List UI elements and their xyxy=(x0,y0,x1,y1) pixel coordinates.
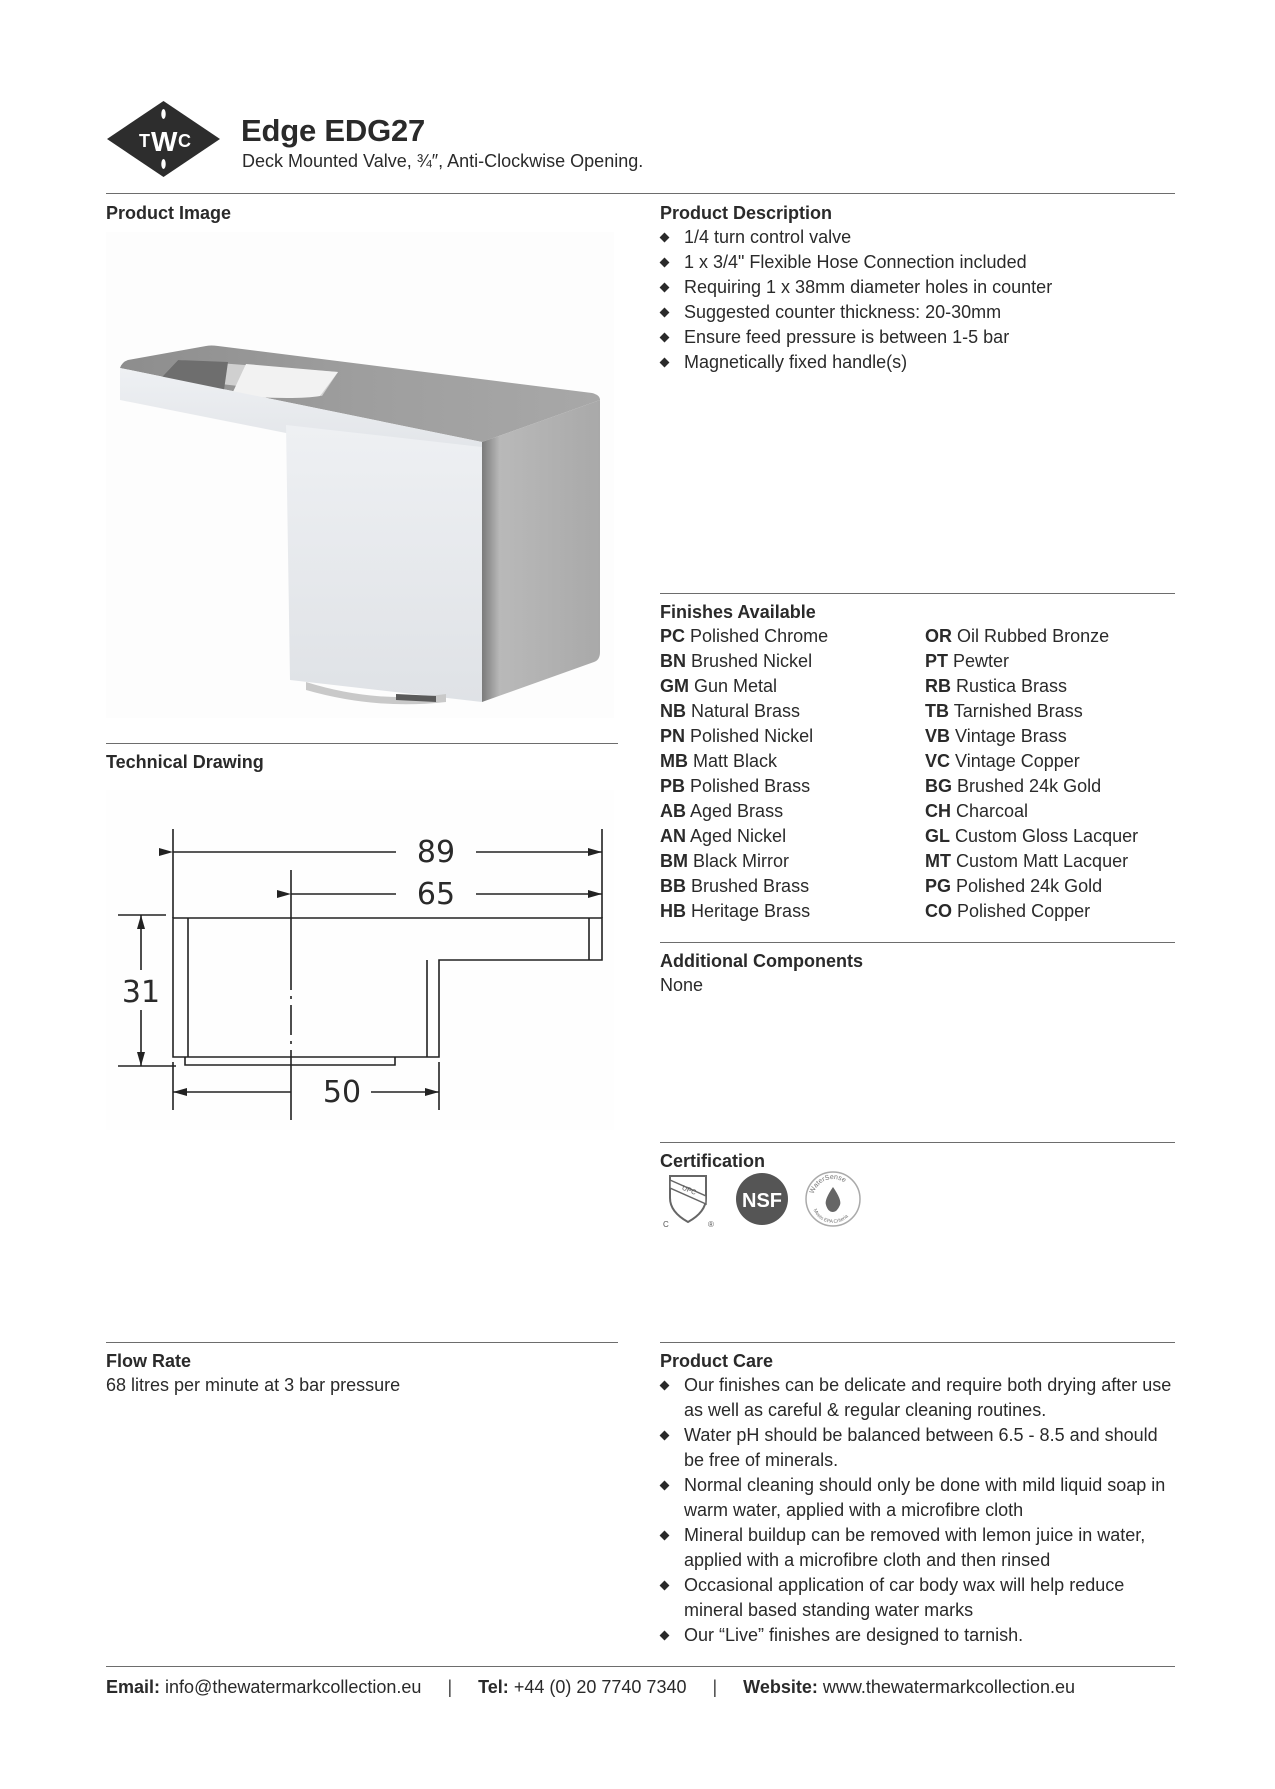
bullet-diamond-icon xyxy=(660,1581,670,1591)
bullet-diamond-icon xyxy=(660,1531,670,1541)
finish-code: OR xyxy=(925,626,952,646)
care-item xyxy=(660,1373,1180,1423)
logo-letter-t: T xyxy=(139,131,150,151)
finish-name: Vintage Copper xyxy=(955,751,1080,771)
finish-item xyxy=(660,699,828,724)
finish-code: RB xyxy=(925,676,951,696)
watersense-icon xyxy=(804,1170,862,1228)
finish-code: PG xyxy=(925,876,952,896)
technical-drawing xyxy=(106,790,614,1130)
finish-name: Heritage Brass xyxy=(691,901,811,921)
finishes-divider xyxy=(660,593,1175,594)
care-item-text: Mineral buildup can be removed with lemon juice in water, applied with a microfibre cloth and then rinsed xyxy=(684,1525,1146,1570)
finish-name: Oil Rubbed Bronze xyxy=(957,626,1110,646)
finish-code: CH xyxy=(925,801,951,821)
twc-logo xyxy=(106,100,221,178)
description-item-text: Magnetically fixed handle(s) xyxy=(684,352,908,372)
finish-item xyxy=(660,824,828,849)
flow-rate-heading: Flow Rate xyxy=(106,1351,192,1371)
footer-separator: | xyxy=(712,1677,718,1697)
finishes-heading: Finishes Available xyxy=(660,602,816,622)
care-item-text: Water pH should be balanced between 6.5 - 8.5 and should be free of minerals. xyxy=(684,1425,1158,1470)
additional-components-heading: Additional Components xyxy=(660,951,863,971)
product-title: Edge EDG27 xyxy=(241,113,426,148)
product-description-list xyxy=(660,225,1180,375)
finish-item xyxy=(925,624,1138,649)
finish-name: Custom Gloss Lacquer xyxy=(955,826,1139,846)
finish-name: Vintage Brass xyxy=(955,726,1067,746)
finish-name: Polished Chrome xyxy=(690,626,829,646)
finish-name: Black Mirror xyxy=(693,851,790,871)
finish-code: MB xyxy=(660,751,688,771)
tel-label: Tel: xyxy=(478,1677,509,1697)
logo-letter-w: W xyxy=(151,126,178,157)
finish-name: Matt Black xyxy=(693,751,778,771)
nsf-icon xyxy=(734,1171,790,1227)
product-image xyxy=(106,232,614,718)
finish-code: PB xyxy=(660,776,686,796)
finish-item xyxy=(660,724,828,749)
finish-item xyxy=(925,774,1138,799)
finish-name: Pewter xyxy=(953,651,1010,671)
header-divider xyxy=(106,193,1175,194)
care-item xyxy=(660,1473,1180,1523)
product-care-list xyxy=(660,1373,1180,1648)
bullet-diamond-icon xyxy=(660,1481,670,1491)
finish-code: GM xyxy=(660,676,689,696)
tel-link[interactable]: +44 (0) 20 7740 7340 xyxy=(513,1677,687,1697)
finish-code: HB xyxy=(660,901,686,921)
certification-heading: Certification xyxy=(660,1151,766,1171)
finish-code: PC xyxy=(660,626,686,646)
finish-code: PT xyxy=(925,651,949,671)
finish-code: NB xyxy=(660,701,686,721)
finish-name: Rustica Brass xyxy=(956,676,1068,696)
certification-divider xyxy=(660,1142,1175,1143)
email-label: Email: xyxy=(106,1677,161,1697)
finish-code: TB xyxy=(925,701,949,721)
finish-code: VB xyxy=(925,726,951,746)
description-item xyxy=(660,325,1180,350)
additional-components-divider xyxy=(660,942,1175,943)
finish-code: BN xyxy=(660,651,686,671)
care-item xyxy=(660,1623,1180,1648)
finish-item xyxy=(660,674,828,699)
bullet-diamond-icon xyxy=(660,358,670,368)
bullet-diamond-icon xyxy=(660,283,670,293)
bullet-diamond-icon xyxy=(660,1431,670,1441)
footer-divider xyxy=(106,1666,1175,1667)
finish-item xyxy=(660,849,828,874)
website-label: Website: xyxy=(743,1677,818,1697)
watersense-top-text: WaterSense xyxy=(808,1173,847,1195)
finish-name: Polished Nickel xyxy=(690,726,814,746)
finish-name: Brushed Nickel xyxy=(691,651,813,671)
dimension-89: 89 xyxy=(416,835,456,870)
flow-rate-divider xyxy=(106,1342,618,1343)
dimension-65: 65 xyxy=(416,877,456,912)
description-item-text: Requiring 1 x 38mm diameter holes in counter xyxy=(684,277,1053,297)
finish-item xyxy=(925,749,1138,774)
finish-code: GL xyxy=(925,826,950,846)
finish-code: AN xyxy=(660,826,686,846)
finish-code: BM xyxy=(660,851,688,871)
finish-name: Natural Brass xyxy=(691,701,801,721)
watersense-bottom-text: Meets EPA Criteria xyxy=(811,1207,850,1226)
bullet-diamond-icon xyxy=(660,258,670,268)
logo-letter-c: C xyxy=(178,131,191,151)
finish-name: Gun Metal xyxy=(694,676,778,696)
finish-name: Brushed Brass xyxy=(691,876,810,896)
finish-item xyxy=(660,624,828,649)
finish-item xyxy=(925,674,1138,699)
upc-c-mark: C xyxy=(663,1220,669,1228)
finish-name: Custom Matt Lacquer xyxy=(956,851,1129,871)
finish-item xyxy=(660,874,828,899)
finish-item xyxy=(925,699,1138,724)
product-description-heading: Product Description xyxy=(660,203,833,223)
valve-render-icon xyxy=(106,232,614,718)
twc-logo-icon xyxy=(106,100,221,178)
bullet-diamond-icon xyxy=(660,1381,670,1391)
technical-drawing-heading: Technical Drawing xyxy=(106,752,264,772)
dimension-50: 50 xyxy=(322,1075,362,1110)
product-image-heading: Product Image xyxy=(106,203,232,223)
upc-text: UPC xyxy=(680,1184,698,1197)
finish-name: Polished Brass xyxy=(690,776,811,796)
finish-name: Aged Nickel xyxy=(690,826,787,846)
finish-code: BB xyxy=(660,876,686,896)
finish-name: Polished Copper xyxy=(957,901,1091,921)
finish-item xyxy=(925,849,1138,874)
bullet-diamond-icon xyxy=(660,333,670,343)
description-item-text: 1/4 turn control valve xyxy=(684,227,852,247)
finish-item xyxy=(660,774,828,799)
care-item-text: Our “Live” finishes are designed to tarnish. xyxy=(684,1625,1024,1645)
description-item-text: Suggested counter thickness: 20-30mm xyxy=(684,302,1002,322)
flow-rate-value: 68 litres per minute at 3 bar pressure xyxy=(106,1375,401,1395)
care-item-text: Occasional application of car body wax will help reduce mineral based standing water marks xyxy=(684,1575,1125,1620)
finish-code: VC xyxy=(925,751,951,771)
finish-item xyxy=(925,799,1138,824)
finish-name: Polished 24k Gold xyxy=(956,876,1103,896)
finish-item xyxy=(925,899,1138,924)
certification-badges xyxy=(660,1170,862,1228)
upc-shield-icon xyxy=(660,1170,720,1228)
product-subtitle: Deck Mounted Valve, ¾″, Anti-Clockwise Opening. xyxy=(242,151,644,171)
finish-item xyxy=(660,749,828,774)
care-item-text: Our finishes can be delicate and require both drying after use as well as careful & regular cleaning routines. xyxy=(684,1375,1172,1420)
bullet-diamond-icon xyxy=(660,233,670,243)
finish-name: Charcoal xyxy=(956,801,1029,821)
finishes-right-column xyxy=(925,624,1138,924)
description-item xyxy=(660,300,1180,325)
care-item xyxy=(660,1423,1180,1473)
technical-drawing-divider xyxy=(106,743,618,744)
finish-name: Aged Brass xyxy=(690,801,784,821)
description-item xyxy=(660,275,1180,300)
footer-separator: | xyxy=(447,1677,453,1697)
finish-item xyxy=(925,874,1138,899)
bullet-diamond-icon xyxy=(660,308,670,318)
dimension-31: 31 xyxy=(121,975,161,1010)
bullet-diamond-icon xyxy=(660,1631,670,1641)
product-care-heading: Product Care xyxy=(660,1351,774,1371)
finish-code: MT xyxy=(925,851,951,871)
finish-code: PN xyxy=(660,726,686,746)
finish-item xyxy=(660,649,828,674)
finish-name: Brushed 24k Gold xyxy=(957,776,1102,796)
website-link[interactable]: www.thewatermarkcollection.eu xyxy=(822,1677,1075,1697)
additional-components-value: None xyxy=(660,975,704,995)
description-item xyxy=(660,250,1180,275)
description-item-text: 1 x 3/4" Flexible Hose Connection included xyxy=(684,252,1027,272)
finish-code: AB xyxy=(660,801,686,821)
finish-item xyxy=(925,649,1138,674)
description-item xyxy=(660,225,1180,250)
finish-name: Tarnished Brass xyxy=(953,701,1083,721)
finish-item xyxy=(925,724,1138,749)
care-item xyxy=(660,1573,1180,1623)
description-item-text: Ensure feed pressure is between 1-5 bar xyxy=(684,327,1010,347)
product-care-divider xyxy=(660,1342,1175,1343)
dimension-drawing-icon xyxy=(106,790,614,1130)
upc-r-mark: ® xyxy=(708,1220,714,1228)
care-item-text: Normal cleaning should only be done with mild liquid soap in warm water, applied with a microfibre cloth xyxy=(684,1475,1166,1520)
footer-contact xyxy=(106,1677,1075,1698)
description-item xyxy=(660,350,1180,375)
finish-item xyxy=(660,799,828,824)
care-item xyxy=(660,1523,1180,1573)
nsf-text: NSF xyxy=(742,1190,782,1212)
finish-code: BG xyxy=(925,776,952,796)
finish-item xyxy=(660,899,828,924)
finish-item xyxy=(925,824,1138,849)
finish-code: CO xyxy=(925,901,952,921)
email-link[interactable]: info@thewatermarkcollection.eu xyxy=(165,1677,422,1697)
finishes-left-column xyxy=(660,624,828,924)
